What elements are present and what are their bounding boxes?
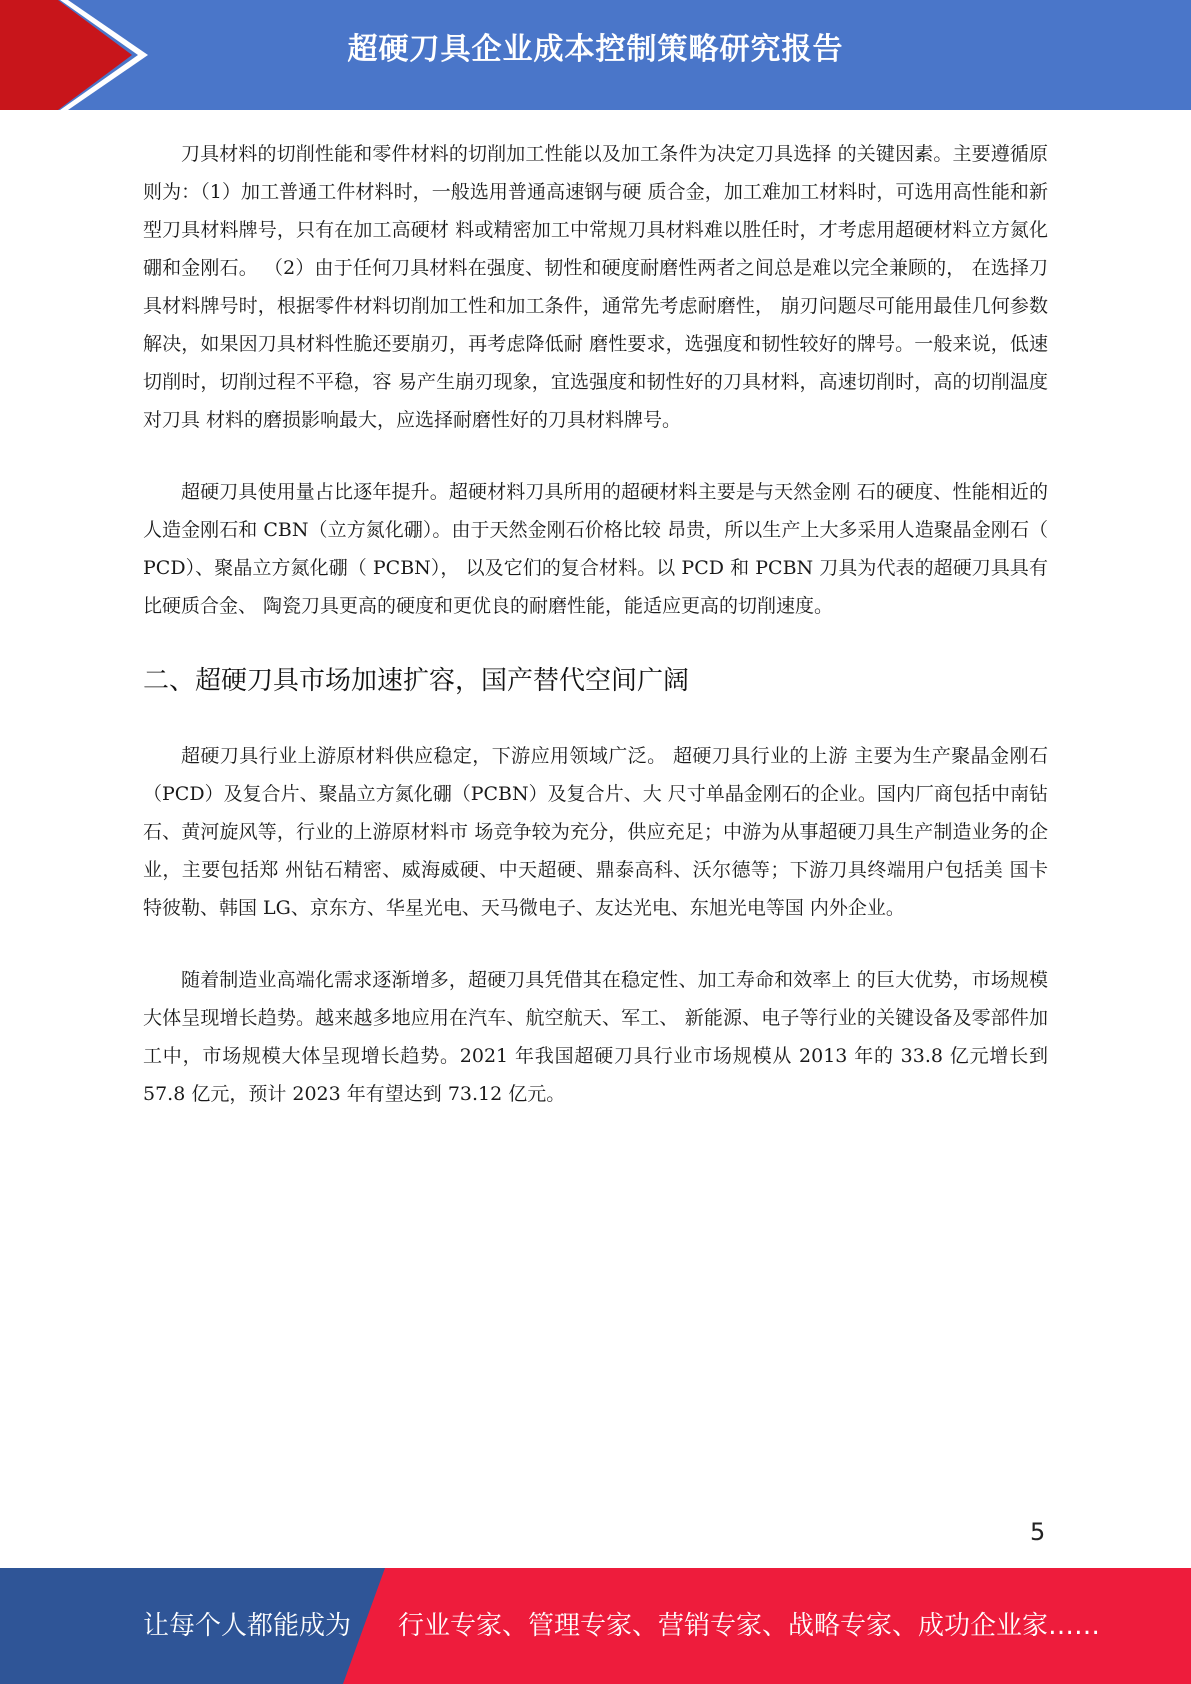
body-paragraph: 刀具材料的切削性能和零件材料的切削加工性能以及加工条件为决定刀具选择 的关键因素。主要遵循原则为：（1）加工普通工件材料时，一般选用普通高速钢与硬 质合金，加工难加工材料时，可选用高性能和新型刀具材料牌号，只有在加工高硬材 料或精密加工中常规刀具材料难以胜任时，才考虑用超硬材料立方氮化硼和金刚石。 （2）由于任何刀具材料在强度、韧性和硬度耐磨性两者之间总是难以完全兼顾的， 在选择刀具材料牌号时，根据零件材料切削加工性和加工条件，通常先考虑耐磨性， 崩刃问题尽可能用最佳几何参数解决，如果因刀具材料性脆还要崩刃，再考虑降低耐 磨性要求，选强度和韧性较好的牌号。一般来说，低速切削时，切削过程不平稳，容 易产生崩刃现象，宜选强度和韧性好的刀具材料，高速切削时，高的切削温度对刀具 材料的磨损影响最大，应选择耐磨性好的刀具材料牌号。	[143, 143, 1048, 431]
document-title: 超硬刀具企业成本控制策略研究报告	[347, 32, 844, 67]
main-content	[143, 135, 1048, 1147]
body-paragraph: 随着制造业高端化需求逐渐增多，超硬刀具凭借其在稳定性、加工寿命和效率上 的巨大优势，市场规模大体呈现增长趋势。越来越多地应用在汽车、航空航天、军工、 新能源、电子等行业的关键设备及零部件加工中，市场规模大体呈现增长趋势。2021 年我国超硬刀具行业市场规模从 2013 年的 33.8 亿元增长到 57.8 亿元，预计 2023 年有望达到 73.12 亿元。	[143, 969, 1048, 1105]
page-footer	[0, 1568, 1191, 1684]
section-heading: 二、超硬刀具市场加速扩容，国产替代空间广阔	[143, 666, 690, 696]
body-paragraph: 超硬刀具行业上游原材料供应稳定，下游应用领域广泛。 超硬刀具行业的上游 主要为生产聚晶金刚石（PCD）及复合片、聚晶立方氮化硼（PCBN）及复合片、大 尺寸单晶金刚石的企业。国内厂商包括中南钻石、黄河旋风等，行业的上游原材料市 场竞争较为充分，供应充足；中游为从事超硬刀具生产制造业务的企业，主要包括郑 州钻石精密、威海威硬、中天超硬、鼎泰高科、沃尔德等；下游刀具终端用户包括美 国卡特彼勒、韩国 LG、京东方、华星光电、天马微电子、友达光电、东旭光电等国 内外企业。	[143, 745, 1048, 919]
footer-slogan-left: 让每个人都能成为	[143, 1611, 352, 1641]
page-number: 5	[1030, 1518, 1046, 1546]
body-paragraph: 超硬刀具使用量占比逐年提升。超硬材料刀具所用的超硬材料主要是与天然金刚 石的硬度、性能相近的人造金刚石和 CBN（立方氮化硼）。由于天然金刚石价格比较 昂贵，所以生产上大多采用人造聚晶金刚石（ PCD）、聚晶立方氮化硼（ PCBN）， 以及它们的复合材料。以 PCD 和 PCBN 刀具为代表的超硬刀具具有比硬质合金、 陶瓷刀具更高的硬度和更优良的耐磨性能，能适应更高的切削速度。	[143, 481, 1048, 617]
footer-slogan-right: 行业专家、管理专家、营销专家、战略专家、成功企业家……	[398, 1611, 1101, 1641]
page-header	[0, 0, 1191, 110]
